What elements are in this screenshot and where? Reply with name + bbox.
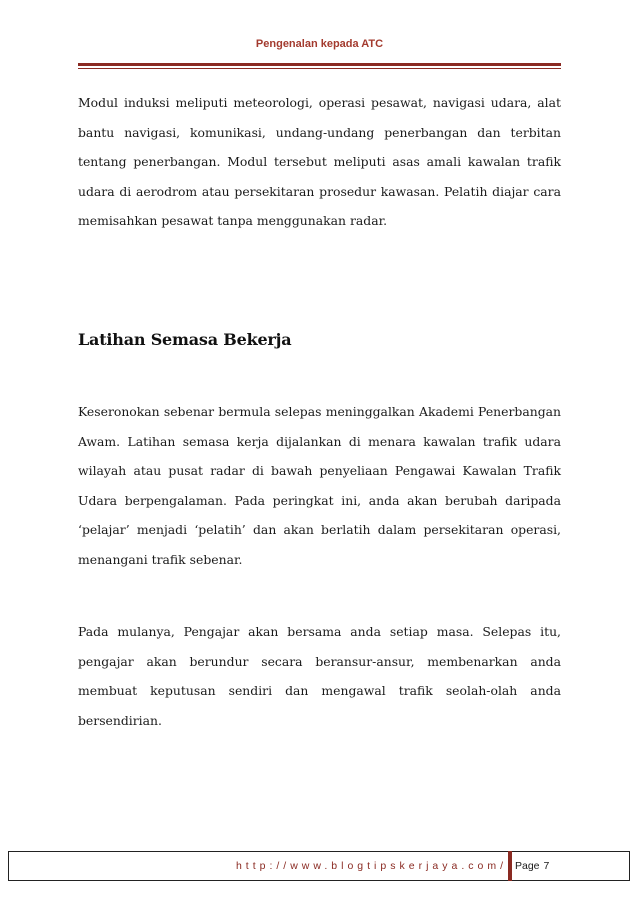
section-heading: Latihan Semasa Bekerja <box>78 330 292 349</box>
footer-url-text[interactable]: http://www.blogtipskerjaya.com/ <box>235 860 507 872</box>
footer-page-label: Page <box>515 860 540 872</box>
footer-divider <box>508 851 512 881</box>
paragraph-on-job-training: Keseronokan sebenar bermula selepas meninggalkan Akademi Penerbangan Awam. Latihan semasa kerja dijalankan di menara kawalan trafik udara wilayah atau pusat radar di bawah penyeliaan Pengawai Kawalan Trafik Udara berpengalaman. Pada peringkat ini, anda akan berubah daripada ‘pelajar’ menjadi ‘pelatih’ dan akan berlatih dalam persekitaran operasi, menangani trafik sebenar. <box>78 404 561 567</box>
paragraph-instructor: Pada mulanya, Pengajar akan bersama anda setiap masa. Selepas itu, pengajar akan berundur secara beransur-ansur, membenarkan anda membuat keputusan sendiri dan mengawal trafik seolah-olah anda bersendirian. <box>78 624 561 728</box>
footer-page-value: 7 <box>543 860 550 872</box>
page-header-title: Pengenalan kepada ATC <box>255 38 384 50</box>
header-rule <box>78 63 561 66</box>
header-rule-thin <box>78 68 561 69</box>
paragraph-induction-module: Modul induksi meliputi meteorologi, operasi pesawat, navigasi udara, alat bantu navigasi, komunikasi, undang-undang penerbangan dan terbitan tentang penerbangan. Modul tersebut meliputi asas amali kawalan trafik udara di aerodrom atau persekitaran prosedur kawasan. Pelatih diajar cara memisahkan pesawat tanpa menggunakan radar. <box>78 95 561 228</box>
footer-page-number <box>515 851 565 881</box>
footer-url-link[interactable] <box>8 851 515 881</box>
